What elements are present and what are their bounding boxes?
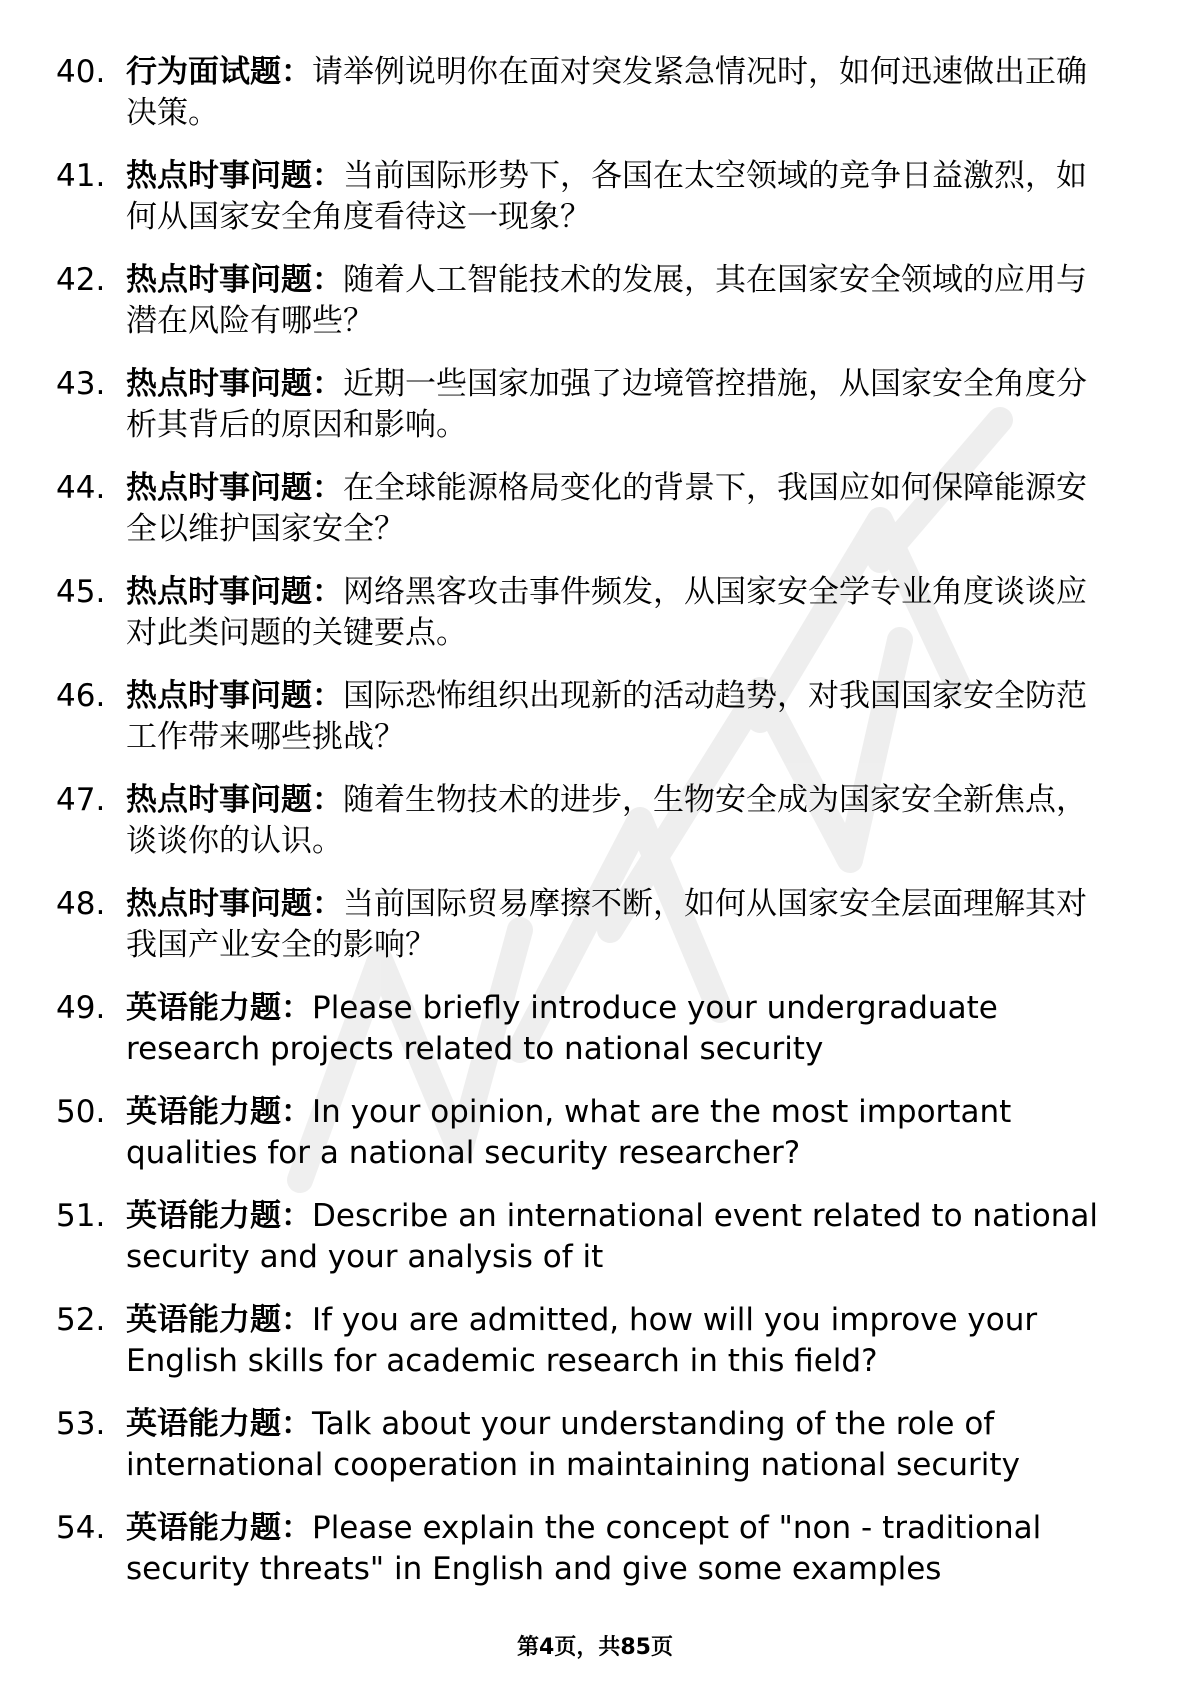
question-item	[56, 884, 1116, 966]
question-number: 48.	[56, 886, 106, 922]
question-text: Please explain the concept of "non - traditional security threats" in English and give some examples	[126, 1510, 1042, 1587]
question-category: 英语能力题：	[126, 1302, 312, 1338]
question-item	[56, 468, 1116, 550]
question-text: 随着生物技术的进步，生物安全成为国家安全新焦点，谈谈你的认识。	[126, 782, 1087, 859]
question-text: Please briefly introduce your undergraduate research projects related to national security	[126, 990, 998, 1067]
question-text: 在全球能源格局变化的背景下，我国应如何保障能源安全以维护国家安全？	[126, 470, 1087, 547]
question-item	[56, 260, 1116, 342]
question-item	[56, 780, 1116, 862]
question-number: 54.	[56, 1510, 106, 1546]
question-text: 当前国际贸易摩擦不断，如何从国家安全层面理解其对我国产业安全的影响？	[126, 886, 1087, 963]
question-category: 热点时事问题：	[126, 158, 343, 194]
question-item	[56, 1300, 1116, 1382]
question-category: 热点时事问题：	[126, 886, 343, 922]
question-text: 近期一些国家加强了边境管控措施，从国家安全角度分析其背后的原因和影响。	[126, 366, 1087, 443]
question-text: 请举例说明你在面对突发紧急情况时，如何迅速做出正确决策。	[126, 54, 1087, 131]
question-category: 英语能力题：	[126, 990, 312, 1026]
question-category: 英语能力题：	[126, 1510, 312, 1546]
question-item	[56, 156, 1116, 238]
question-number: 44.	[56, 470, 106, 506]
question-item	[56, 1404, 1116, 1486]
question-number: 42.	[56, 262, 106, 298]
question-item	[56, 988, 1116, 1070]
question-category: 热点时事问题：	[126, 678, 343, 714]
question-text: If you are admitted, how will you improve your English skills for academic research in this field?	[126, 1302, 1038, 1379]
page-footer: 第4页，共85页	[517, 1635, 673, 1660]
question-item	[56, 52, 1116, 134]
question-category: 热点时事问题：	[126, 262, 343, 298]
question-item	[56, 1196, 1116, 1278]
question-number: 50.	[56, 1094, 106, 1130]
question-category: 热点时事问题：	[126, 782, 343, 818]
question-number: 52.	[56, 1302, 106, 1338]
question-text: Talk about your understanding of the role of international cooperation in maintaining national security	[126, 1406, 1020, 1483]
question-item	[56, 364, 1116, 446]
question-text: 国际恐怖组织出现新的活动趋势，对我国国家安全防范工作带来哪些挑战？	[126, 678, 1087, 755]
question-text: In your opinion, what are the most important qualities for a national security researcher?	[126, 1094, 1012, 1171]
question-category: 热点时事问题：	[126, 366, 343, 402]
question-number: 41.	[56, 158, 106, 194]
question-number: 45.	[56, 574, 106, 610]
question-number: 40.	[56, 54, 106, 90]
question-number: 53.	[56, 1406, 106, 1442]
question-text: 网络黑客攻击事件频发，从国家安全学专业角度谈谈应对此类问题的关键要点。	[126, 574, 1087, 651]
question-number: 47.	[56, 782, 106, 818]
question-text: 当前国际形势下，各国在太空领域的竞争日益激烈，如何从国家安全角度看待这一现象？	[126, 158, 1087, 235]
question-item	[56, 1508, 1116, 1590]
question-category: 热点时事问题：	[126, 574, 343, 610]
question-number: 43.	[56, 366, 106, 402]
question-item	[56, 572, 1116, 654]
question-number: 51.	[56, 1198, 106, 1234]
question-number: 49.	[56, 990, 106, 1026]
question-category: 英语能力题：	[126, 1094, 312, 1130]
question-item	[56, 1092, 1116, 1174]
question-item	[56, 676, 1116, 758]
question-text: Describe an international event related to national security and your analysis of it	[126, 1198, 1099, 1275]
question-category: 热点时事问题：	[126, 470, 343, 506]
question-category: 英语能力题：	[126, 1406, 312, 1442]
question-category: 行为面试题：	[126, 54, 312, 90]
question-list	[56, 52, 1116, 1612]
question-category: 英语能力题：	[126, 1198, 312, 1234]
question-number: 46.	[56, 678, 106, 714]
question-text: 随着人工智能技术的发展，其在国家安全领域的应用与潜在风险有哪些？	[126, 262, 1087, 339]
